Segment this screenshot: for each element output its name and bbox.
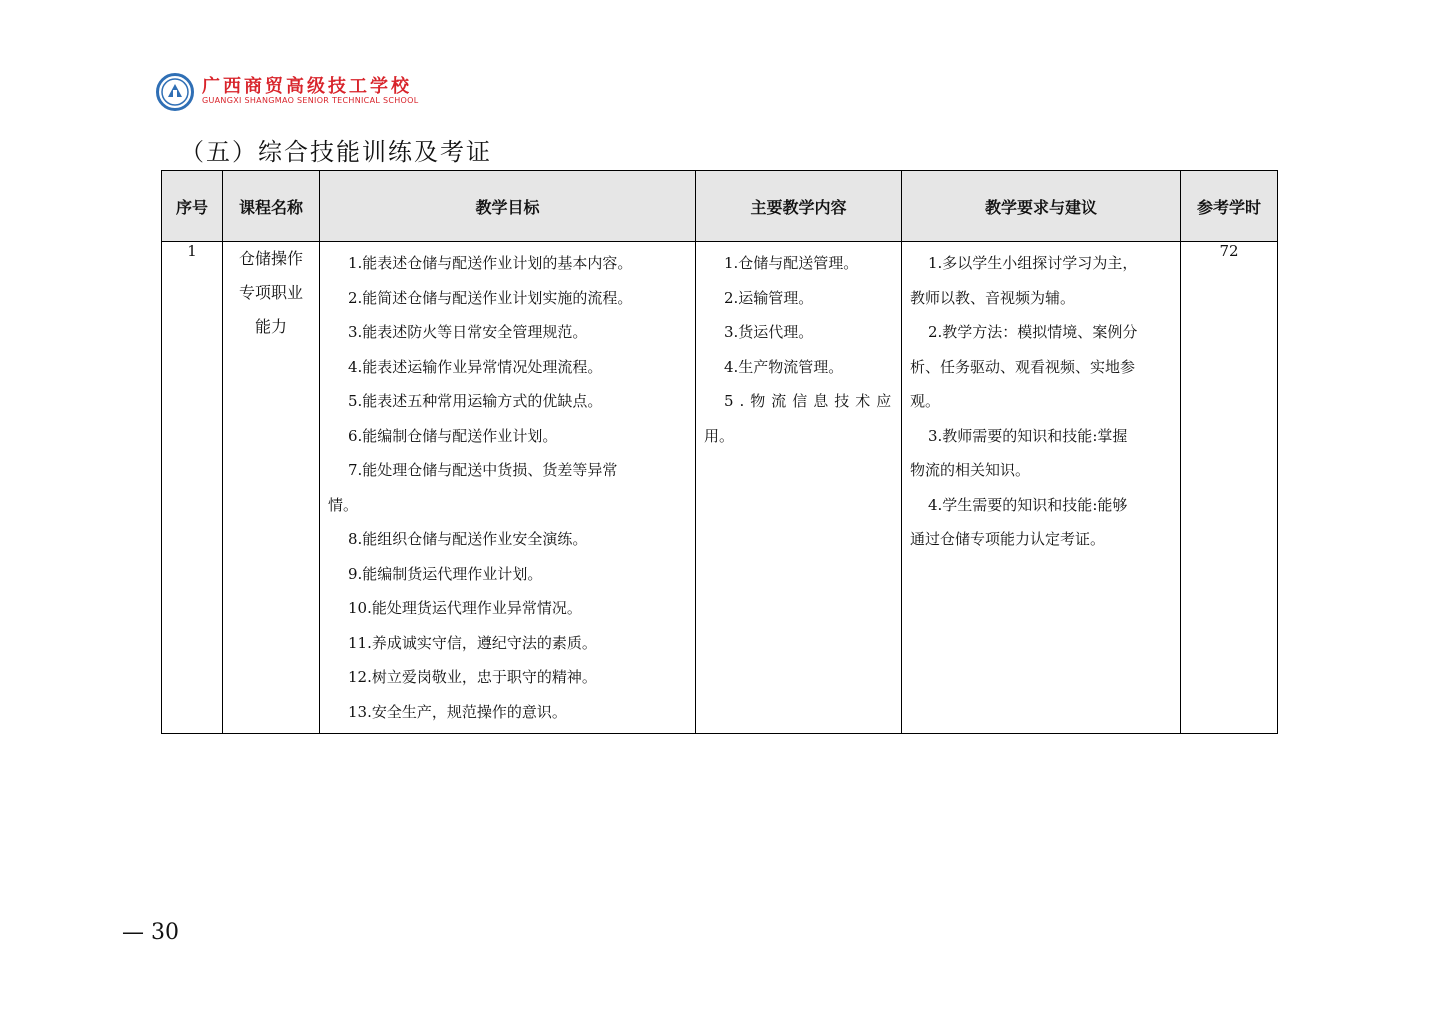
course-name-line: 仓储操作 — [238, 249, 303, 268]
goal-item: 3.能表述防火等日常安全管理规范。 — [348, 323, 588, 341]
requirement-item-continuation: 通过仓储专项能力认定考证。 — [910, 530, 1106, 548]
col-header-no: 序号 — [162, 171, 223, 242]
school-emblem-icon — [156, 73, 194, 111]
reference-hours: 72 — [1181, 242, 1278, 734]
col-header-requirements: 教学要求与建议 — [902, 171, 1181, 242]
requirement-item-continuation: 析、任务驱动、观看视频、实地参 — [910, 357, 1136, 376]
table-header-row — [162, 171, 1278, 242]
requirement-item-continuation: 物流的相关知识。 — [910, 461, 1031, 479]
goal-item: 12.树立爱岗敬业，忠于职守的精神。 — [348, 668, 597, 686]
table-row — [162, 242, 1278, 734]
goal-item: 7.能处理仓储与配送中货损、货差等异常 — [348, 461, 618, 479]
content-item: 2.运输管理。 — [724, 288, 814, 307]
goal-item: 5.能表述五种常用运输方式的优缺点。 — [348, 392, 603, 410]
content-item: 1.仓储与配送管理。 — [724, 254, 859, 272]
requirement-item: 3.教师需要的知识和技能:掌握 — [928, 426, 1128, 445]
col-header-content: 主要教学内容 — [696, 171, 902, 242]
goal-item: 13.安全生产，规范操作的意识。 — [348, 702, 567, 721]
course-name-cell — [223, 242, 320, 734]
content-item: 5.物流信息技术应 — [724, 392, 898, 410]
course-name-line: 能力 — [254, 317, 287, 336]
school-name-cn: 广西商贸高级技工学校 — [202, 76, 412, 97]
goals-cell — [320, 242, 696, 734]
school-name-en: GUANGXI SHANGMAO SENIOR TECHNICAL SCHOOL — [202, 96, 419, 105]
goal-item: 8.能组织仓储与配送作业安全演练。 — [348, 530, 588, 548]
content-item: 4.生产物流管理。 — [724, 357, 844, 376]
row-number: 1 — [162, 242, 223, 734]
requirement-item-continuation: 教师以教、音视频为辅。 — [910, 288, 1076, 307]
col-header-goals: 教学目标 — [320, 171, 696, 242]
content-item: 3.货运代理。 — [724, 323, 814, 341]
col-header-hours: 参考学时 — [1181, 171, 1278, 242]
course-table — [161, 170, 1278, 734]
requirement-item: 2.教学方法：模拟情境、案例分 — [928, 323, 1138, 341]
goal-item: 11.养成诚实守信，遵纪守法的素质。 — [348, 633, 597, 652]
goal-item-continuation: 情。 — [328, 495, 359, 514]
requirement-item: 4.学生需要的知识和技能:能够 — [928, 495, 1128, 514]
content-cell — [696, 242, 902, 734]
col-header-course-name: 课程名称 — [223, 171, 320, 242]
goal-item: 10.能处理货运代理作业异常情况。 — [348, 599, 582, 617]
goal-item: 9.能编制货运代理作业计划。 — [348, 564, 543, 583]
section-title: （五）综合技能训练及考证 — [180, 138, 492, 166]
goal-item: 4.能表述运输作业异常情况处理流程。 — [348, 357, 603, 376]
school-logo — [156, 72, 419, 116]
requirement-item-continuation: 观。 — [910, 392, 941, 410]
goal-item: 6.能编制仓储与配送作业计划。 — [348, 426, 558, 445]
requirements-cell — [902, 242, 1181, 734]
page-number: — 30 — [122, 920, 179, 945]
requirement-item: 1.多以学生小组探讨学习为主， — [928, 254, 1138, 272]
goal-item: 2.能简述仓储与配送作业计划实施的流程。 — [348, 288, 633, 307]
course-name-line: 专项职业 — [238, 283, 303, 302]
content-item-continuation: 用。 — [704, 426, 735, 445]
goal-item: 1.能表述仓储与配送作业计划的基本内容。 — [348, 254, 633, 272]
